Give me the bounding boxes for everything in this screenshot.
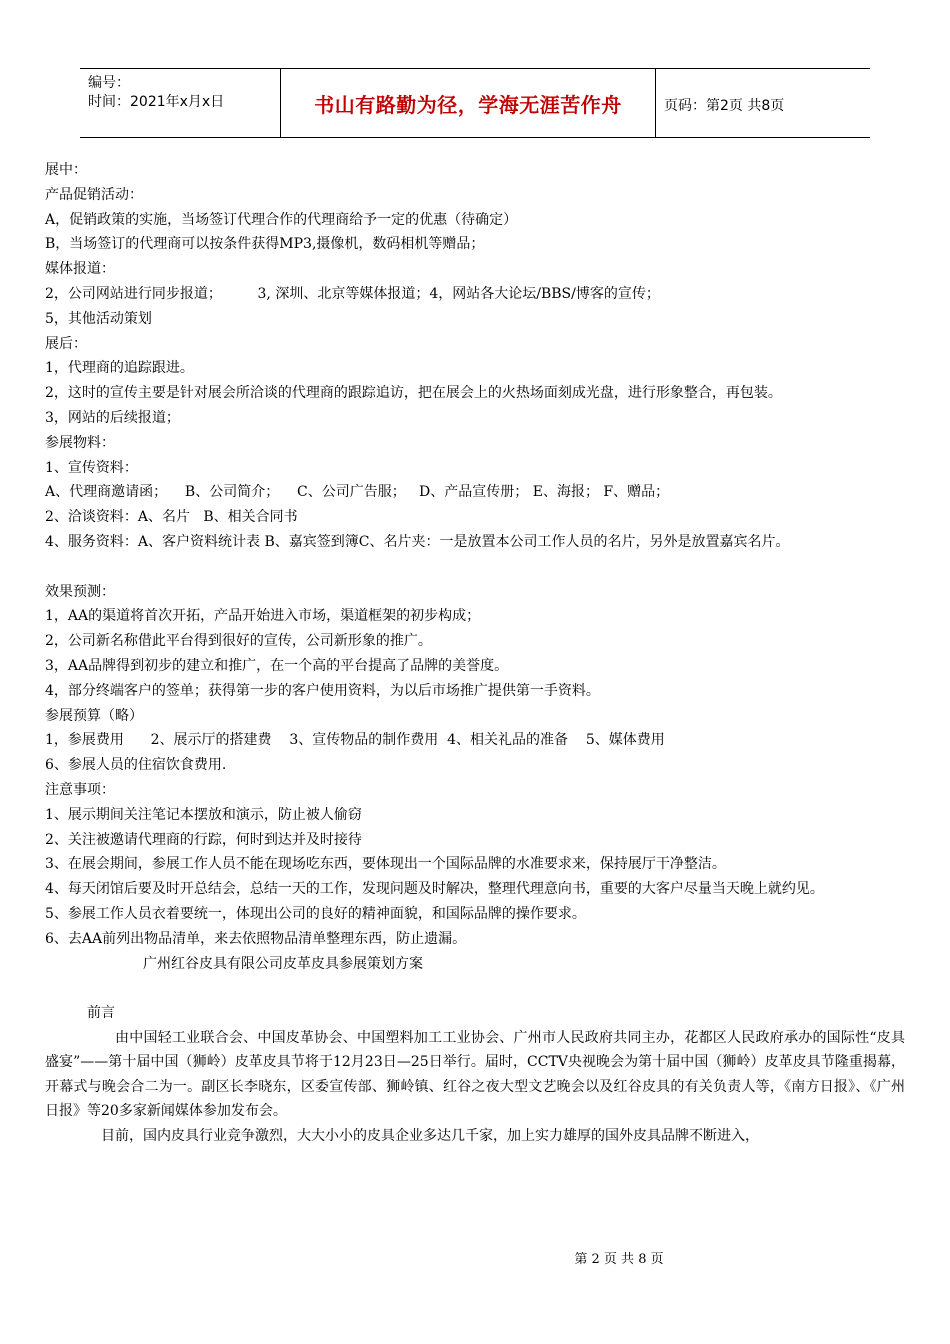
text-line: 1、宣传资料： xyxy=(45,459,138,476)
text-line: 3，网站的后续报道； xyxy=(45,409,180,426)
plan-title: 广州红谷皮具有限公司皮革皮具参展策划方案 xyxy=(143,955,423,972)
text-line: 2，公司新名称借此平台得到很好的宣传，公司新形象的推广。 xyxy=(45,633,432,650)
text-line: 2，这时的宣传主要是针对展会所洽谈的代理商的跟踪追访，把在展会上的火热场面刻成光盘，进行形象整合，再包装。 xyxy=(45,385,782,402)
text-line: 1、展示期间关注笔记本摆放和演示，防止被人偷窃 xyxy=(45,806,362,823)
header-motto: 书山有路勤为径，学海无涯苦作舟 xyxy=(280,69,656,137)
document-body xyxy=(45,158,905,1148)
text-line: 5，其他活动策划 xyxy=(45,310,152,327)
section-heading-after: 展后： xyxy=(45,335,87,352)
section-heading-notes: 注意事项： xyxy=(45,781,115,798)
blank-line xyxy=(45,555,905,580)
text-line: 2，公司网站进行同步报道； 3, 深圳、北京等媒体报道；4，网站各大论坛/BBS/博客的宣传； xyxy=(45,285,660,302)
text-line: 媒体报道： xyxy=(45,261,115,278)
text-line: 3，AA品牌得到初步的建立和推广，在一个高的平台提高了品牌的美誉度。 xyxy=(45,657,509,674)
document-time-label: 时间：2021年x月x日 xyxy=(88,94,225,110)
text-line: 3、在展会期间，参展工作人员不能在现场吃东西，要体现出一个国际品牌的水准要求来，保持展厅干净整洁。 xyxy=(45,856,726,873)
blank-line xyxy=(45,976,905,1001)
text-line: 4、服务资料：A、客户资料统计表 B、嘉宾签到簿C、名片夹：一是放置本公司工作人员的名片，另外是放置嘉宾名片。 xyxy=(45,533,790,550)
text-line: A、代理商邀请函； B、公司简介； C、公司广告服； D、产品宣传册； E、海报； F、赠品； xyxy=(45,484,670,501)
header-info-cell xyxy=(80,69,280,137)
text-line: 6、参展人员的住宿饮食费用. xyxy=(45,757,227,774)
text-line: 1，参展费用 2、展示厅的搭建费 3、宣传物品的制作费用 4、相关礼品的准备 5、媒体费用 xyxy=(45,732,665,749)
market-paragraph: 目前，国内皮具行业竞争激烈，大大小小的皮具企业多达几千家，加上实力雄厚的国外皮具品牌不断进入， xyxy=(101,1127,759,1144)
page-footer: 第 2 页 共 8 页 xyxy=(574,1252,664,1267)
section-heading-effect: 效果预测： xyxy=(45,583,115,600)
page-header xyxy=(80,68,870,138)
section-heading-during: 展中： xyxy=(45,162,87,178)
text-line: A，促销政策的实施，当场签订代理合作的代理商给予一定的优惠（待确定） xyxy=(45,211,518,228)
text-line: 1，AA的渠道将首次开拓，产品开始进入市场，渠道框架的初步构成； xyxy=(45,608,481,625)
text-line: 4，部分终端客户的签单；获得第一步的客户使用资料，为以后市场推广提供第一手资料。 xyxy=(45,682,600,699)
preface-heading: 前言 xyxy=(87,1005,115,1022)
text-line: 6、去AA前列出物品清单，来去依照物品清单整理东西，防止遗漏。 xyxy=(45,930,467,947)
section-heading-materials: 参展物料： xyxy=(45,434,115,451)
preface-paragraph: 由中国轻工业联合会、中国皮革协会、中国塑料加工工业协会、广州市人民政府共同主办，花都区人民政府承办的国际性“皮具盛宴”——第十届中国（狮岭）皮革皮具节将于12月23日—25日举行。届时，CCTV央视晚会为第十届中国（狮岭）皮革皮具节隆重揭幕，开幕式与晚会合二为一。副区长李晓东，区委宣传部、狮岭镇、红谷之夜大型文艺晚会以及红谷皮具的有关负责人等，《南方日报》、《广州日报》等20多家新闻媒体参加发布会。 xyxy=(45,1029,905,1120)
text-line: 2、关注被邀请代理商的行踪，何时到达并及时接待 xyxy=(45,831,362,848)
document-number-label: 编号： xyxy=(88,75,130,91)
text-line: 1，代理商的追踪跟进。 xyxy=(45,360,194,377)
header-page-label: 页码：第2页 共8页 xyxy=(664,98,785,114)
text-line: 产品促销活动： xyxy=(45,186,143,203)
section-heading-budget: 参展预算（略） xyxy=(45,707,143,724)
text-line: 4、每天闭馆后要及时开总结会，总结一天的工作，发现问题及时解决，整理代理意向书，重要的大客户尽量当天晚上就约见。 xyxy=(45,881,824,898)
text-line: B，当场签订的代理商可以按条件获得MP3,摄像机，数码相机等赠品； xyxy=(45,236,485,253)
text-line: 5、参展工作人员衣着要统一，体现出公司的良好的精神面貌，和国际品牌的操作要求。 xyxy=(45,905,586,922)
text-line: 2、洽谈资料：A、名片 B、相关合同书 xyxy=(45,509,298,526)
